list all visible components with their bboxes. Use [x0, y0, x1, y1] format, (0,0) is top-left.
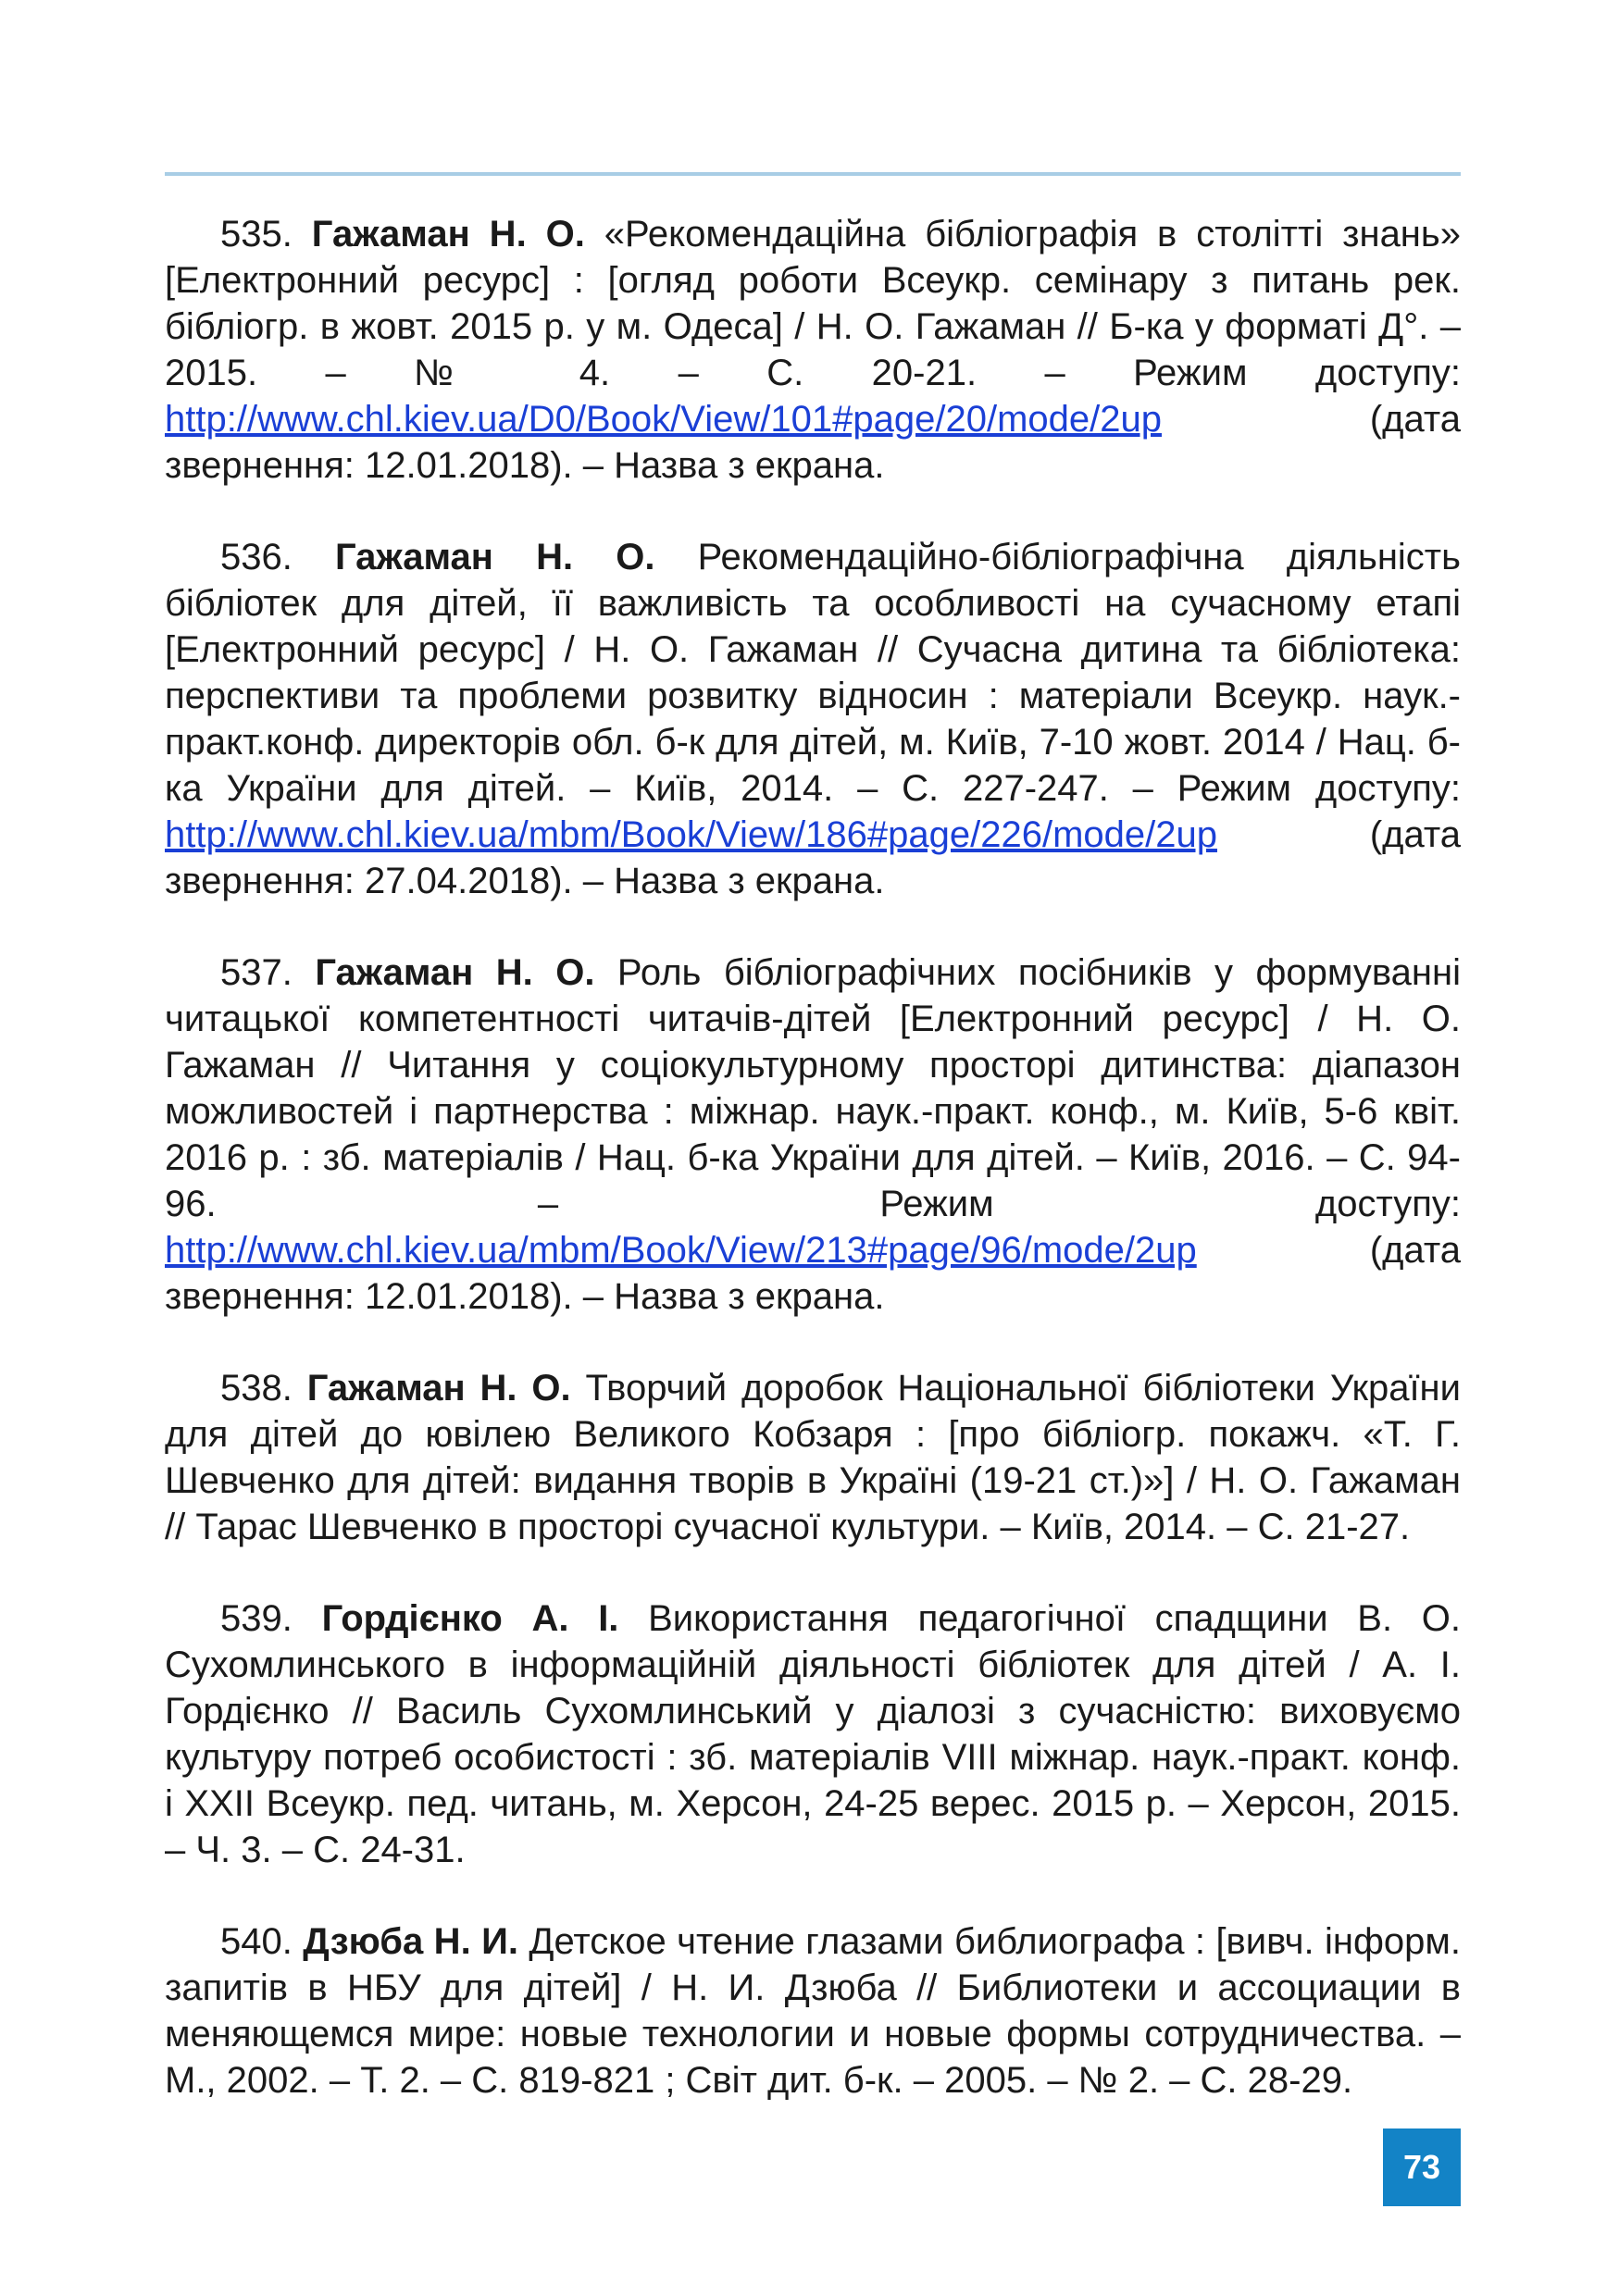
entry-text: Роль бібліографічних посібників у формуванні читацької компетентності читачів-дітей [Електронний ресурс] / Н. О. Гажаман // Читання у соціокультурному просторі дитинства: діапазон можливостей і партнерства : міжнар. наук.-практ. конф., м. Київ, 5-6 квіт. 2016 р. : зб. матеріалів / Нац. б-ка України для дітей. – Київ, 2016. – С. 94-96. – Режим доступу: [165, 952, 1461, 1224]
entry-author: Дзюба Н. И. [303, 1921, 518, 1962]
entry-link[interactable]: http://www.chl.kiev.ua/mbm/Book/View/186#page/226/mode/2up [165, 814, 1217, 855]
entry-number: 535. [220, 214, 293, 254]
entry-author: Гажаман Н. О. [311, 214, 585, 254]
entry-author: Гажаман Н. О. [335, 537, 655, 577]
entry-540 [165, 1918, 1461, 2104]
entry-text-after-link: (дата звернення: 12.01.2018). – Назва з екрана. [165, 399, 1461, 486]
entry-link[interactable]: http://www.chl.kiev.ua/mbm/Book/View/213#page/96/mode/2up [165, 1230, 1197, 1271]
entry-537 [165, 949, 1461, 1320]
entry-number: 536. [220, 537, 293, 577]
entry-text: Детское чтение глазами библиографа : [вивч. інформ. запитів в НБУ для дітей] / Н. И. Дзюба // Библиотеки и ассоциации в меняющемся мире: новые технологии и новые формы сотрудничества. – М., 2002. – Т. 2. – С. 819-821 ; Світ дит. б-к. – 2005. – № 2. – С. 28-29. [165, 1921, 1461, 2101]
entry-539 [165, 1595, 1461, 1873]
page-number-badge: 73 [1383, 2128, 1461, 2206]
entry-535 [165, 211, 1461, 489]
entry-number: 537. [220, 952, 293, 993]
entry-text: Використання педагогічної спадщини В. О. Сухомлинського в інформаційній діяльності бібліотек для дітей / А. І. Гордієнко // Василь Сухомлинський у діалозі з сучасністю: виховуємо культуру потреб особистості : зб. матеріалів VIII міжнар. наук.-практ. конф. і XXII Всеукр. пед. читань, м. Херсон, 24-25 верес. 2015 р. – Херсон, 2015. – Ч. 3. – С. 24-31. [165, 1598, 1461, 1870]
entry-536 [165, 534, 1461, 904]
entry-text: «Рекомендаційна бібліографія в столітті знань» [Електронний ресурс] : [огляд роботи Всеукр. семінару з питань рек. бібліогр. в жовт. 2015 р. у м. Одеса] / Н. О. Гажаман // Б-ка у форматі Д°. – 2015. – № 4. – С. 20-21. – Режим доступу: [165, 214, 1461, 393]
bibliography-list [165, 211, 1461, 2149]
entry-number: 540. [220, 1921, 293, 1962]
entry-author: Гажаман Н. О. [306, 1368, 571, 1409]
entry-text-after-link: (дата звернення: 27.04.2018). – Назва з екрана. [165, 814, 1461, 901]
entry-link[interactable]: http://www.chl.kiev.ua/D0/Book/View/101#page/20/mode/2up [165, 399, 1162, 440]
header-rule [165, 172, 1461, 176]
entry-number: 538. [220, 1368, 293, 1409]
entry-538 [165, 1365, 1461, 1550]
entry-number: 539. [220, 1598, 293, 1639]
entry-text: Рекомендаційно-бібліографічна діяльність бібліотек для дітей, її важливість та особливості на сучасному етапі [Електронний ресурс] / Н. О. Гажаман // Сучасна дитина та бібліотека: перспективи та проблеми розвитку відносин : матеріали Всеукр. наук.-практ.конф. директорів обл. б-к для дітей, м. Київ, 7-10 жовт. 2014 / Нац. б-ка України для дітей. – Київ, 2014. – С. 227-247. – Режим доступу: [165, 537, 1461, 809]
entry-author: Гордієнко А. І. [321, 1598, 619, 1639]
entry-text-after-link: (дата звернення: 12.01.2018). – Назва з екрана. [165, 1230, 1461, 1317]
entry-author: Гажаман Н. О. [315, 952, 595, 993]
entry-text: Творчий доробок Національної бібліотеки України для дітей до ювілею Великого Кобзаря : [про бібліогр. покажч. «Т. Г. Шевченко для дітей: видання творів в Україні (19-21 ст.)»] / Н. О. Гажаман // Тарас Шевченко в просторі сучасної культури. – Київ, 2014. – С. 21-27. [165, 1368, 1461, 1547]
